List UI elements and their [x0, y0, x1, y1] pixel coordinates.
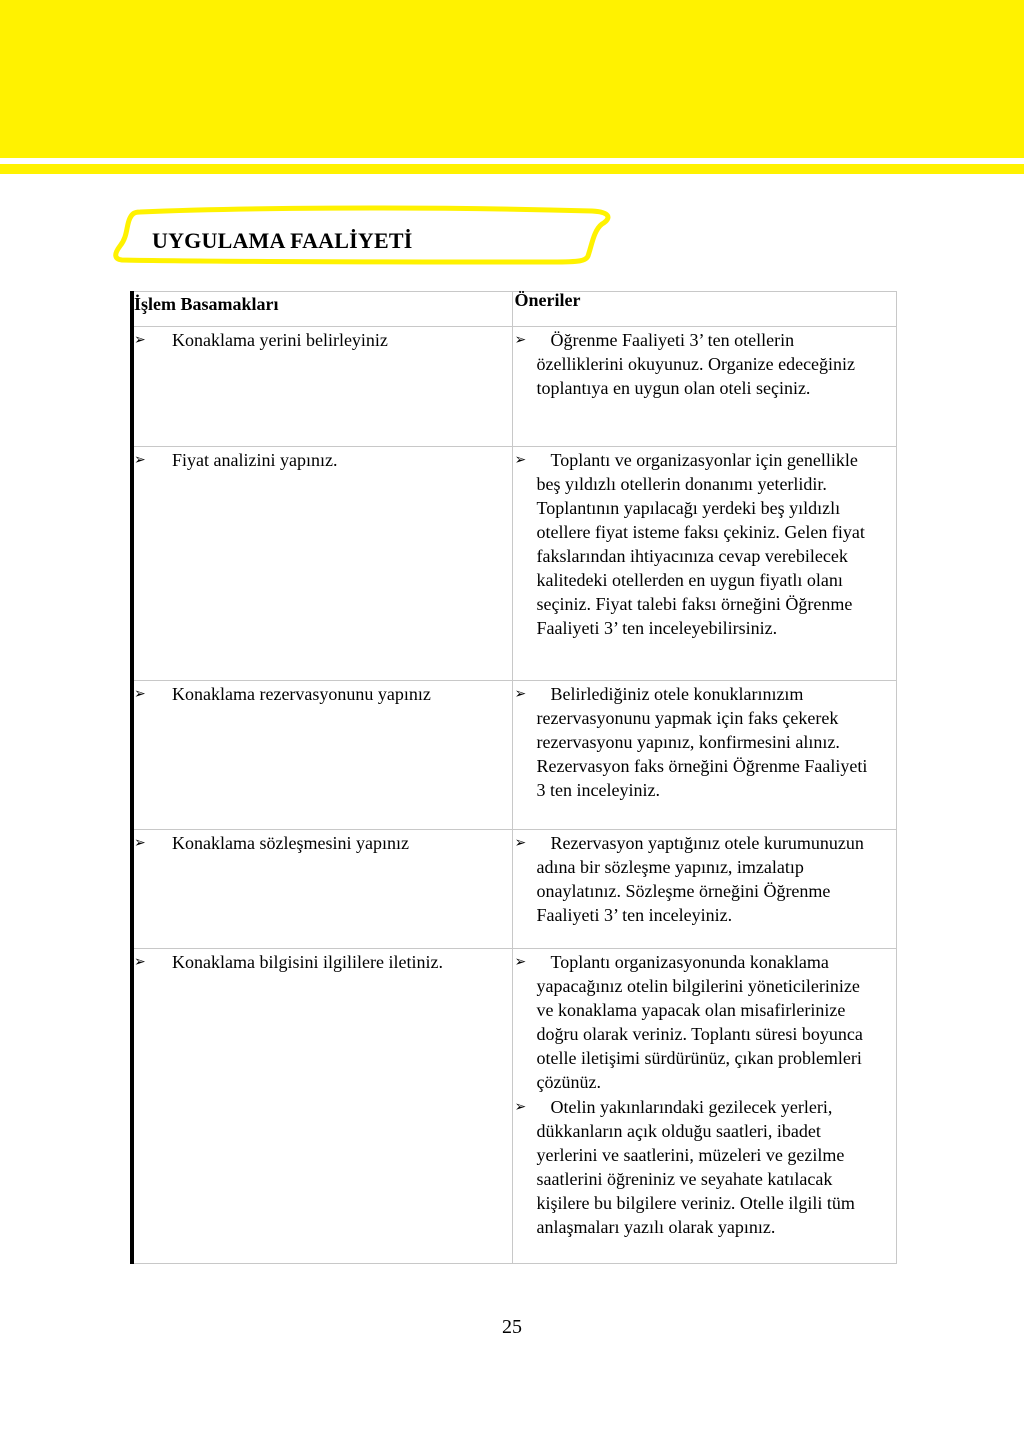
tip-cell — [512, 681, 896, 830]
step-text: Konaklama yerini belirleyiniz — [172, 330, 388, 350]
tip-cell — [512, 327, 896, 447]
step-text: Konaklama bilgisini ilgililere iletiniz. — [172, 952, 443, 972]
arrow-bullet-icon: ➢ — [134, 452, 146, 468]
arrow-bullet-icon: ➢ — [134, 835, 146, 851]
tip-cell — [512, 830, 896, 949]
arrow-bullet-icon: ➢ — [134, 332, 146, 348]
step-text: Fiyat analizini yapınız. — [172, 450, 338, 470]
table-row — [132, 949, 896, 1264]
arrow-bullet-icon: ➢ — [514, 1099, 527, 1115]
arrow-bullet-icon: ➢ — [134, 954, 146, 970]
title-banner — [112, 204, 612, 268]
tip-cell — [512, 949, 896, 1264]
header-tips-label: Öneriler — [514, 290, 581, 310]
step-text: Konaklama rezervasyonunu yapınız — [172, 684, 431, 704]
table-row — [132, 327, 896, 447]
header-steps-label: İşlem Basamakları — [134, 294, 279, 314]
tip-text: Toplantı organizasyonunda konaklama yapacağınız otelin bilgilerini yöneticilerinize ve konaklama yapacak olan misafirlerinize doğru olarak veriniz. Toplantı süresi boyunca otelle iletişimi sürdürünüz, çıkan problemleri çözünüz. — [536, 952, 863, 1092]
step-cell — [132, 681, 512, 830]
step-cell — [132, 447, 512, 681]
step-cell — [132, 830, 512, 949]
page-number: 25 — [502, 1316, 522, 1338]
step-cell — [132, 327, 512, 447]
table-row — [132, 447, 896, 681]
tip-cell — [512, 447, 896, 681]
step-text: Konaklama sözleşmesini yapınız — [172, 833, 409, 853]
header-tips — [512, 292, 896, 327]
arrow-bullet-icon: ➢ — [514, 452, 527, 468]
arrow-bullet-icon: ➢ — [514, 954, 527, 970]
header-stripe — [0, 164, 1024, 174]
arrow-bullet-icon: ➢ — [514, 332, 527, 348]
step-cell — [132, 949, 512, 1264]
tip-text: Otelin yakınlarındaki gezilecek yerleri, dükkanların açık olduğu saatleri, ibadet yerlerini ve saatlerini, müzeleri ve gezilme saatlerini öğreniniz ve seyahate katılacak kişilere bu bilgilere veriniz. Otelle ilgili tüm anlaşmaları yazılı olarak yapınız. — [536, 1097, 855, 1237]
table-header-row — [132, 292, 896, 327]
arrow-bullet-icon: ➢ — [514, 686, 527, 702]
table-row — [132, 681, 896, 830]
arrow-bullet-icon: ➢ — [134, 686, 146, 702]
tip-text: Toplantı ve organizasyonlar için genellikle beş yıldızlı otellerin donanımı yeterlidir. Toplantının yapılacağı yerdeki beş yıldızlı otellere fiyat isteme faksı çekiniz. Gelen fiyat fakslarından ihtiyacınıza cevap verebilecek kalitedeki otellerden en uygun fiyatlı olanı seçiniz. Fiyat talebi faksı örneğini Öğrenme Faaliyeti 3’ ten inceleyebilirsiniz. — [536, 450, 865, 638]
tip-text: Rezervasyon yaptığınız otele kurumunuzun adına bir sözleşme yapınız, imzalatıp onaylatınız. Sözleşme örneğini Öğrenme Faaliyeti 3’ ten inceleyiniz. — [536, 833, 864, 925]
header-band — [0, 0, 1024, 158]
activity-title: UYGULAMA FAALİYETİ — [152, 228, 413, 253]
tip-text: Öğrenme Faaliyeti 3’ ten otellerin özelliklerini okuyunuz. Organize edeceğiniz toplantıya en uygun olan oteli seçiniz. — [536, 330, 856, 398]
header-steps — [132, 292, 512, 327]
tip-text: Belirlediğiniz otele konuklarınızım rezervasyonunu yapmak için faks çekerek rezervasyonu yapınız, konfirmesini alınız. Rezervasyon faks örneğini Öğrenme Faaliyeti 3 ten inceleyiniz. — [536, 684, 868, 800]
arrow-bullet-icon: ➢ — [514, 835, 527, 851]
steps-table — [130, 291, 897, 1264]
table-row — [132, 830, 896, 949]
